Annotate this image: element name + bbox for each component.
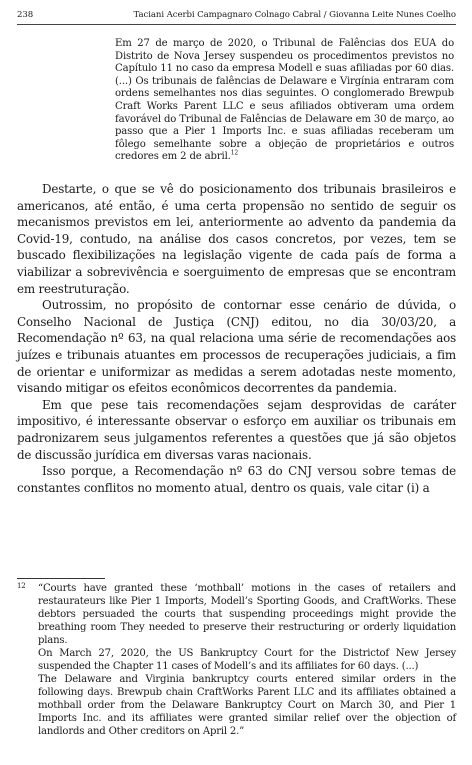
page-header	[17, 10, 456, 24]
block-quote-text	[115, 38, 454, 164]
block-quote-body: Em 27 de março de 2020, o Tribunal de Falências dos EUA do Distrito de Nova Jersey suspendeu os procedimentos previstos no Capítulo 11 no caso da empresa Modell e suas afiliadas por 60 dias. (...) Os tribunais de falências de Delaware e Virgínia entraram com ordens semelhantes nos dias seguintes. O conglomerado Brewpub Craft Works Parent LLC e seus afiliados obtiveram uma ordem favorável do Tribunal de Falências de Delaware em 30 de março, ao passo que a Pier 1 Imports Inc. e suas afiliadas receberam um fôlego semelhante sobre a objeção de proprietários e outros credores em 2 de abril.	[115, 38, 454, 163]
footnote-reference: 12	[230, 149, 239, 157]
paragraph: Em que pese tais recomendações sejam desprovidas de caráter impositivo, é interessante observar o esforço em auxiliar os tribunais em padronizarem seus julgamentos referentes a questões que já são objetos de discussão jurídica em diversas varas nacionais.	[17, 397, 456, 462]
page-number: 238	[17, 10, 34, 20]
footnote-body	[38, 582, 456, 738]
footnote-line: On March 27, 2020, the US Bankruptcy Court for the Districtof New Jersey suspended the Chapter 11 cases of Modell’s and its affiliates for 60 days. (...)	[38, 648, 456, 672]
footnote-rule	[17, 578, 105, 579]
paragraph: Destarte, o que se vê do posicionamento dos tribunais brasileiros e americanos, até então, é uma certa propensão no sentido de seguir os mecanismos previstos em lei, anteriormente ao advento da pandemia da Covid-19, contudo, na análise dos casos concretos, por vezes, tem se buscado flexibilizações na legislação vigente de cada país de forma a viabilizar a sobrevivência e soerguimento de empresas que se encontram em reestruturação.	[17, 182, 456, 296]
running-title: Taciani Acerbi Campagnaro Colnago Cabral / Giovanna Leite Nunes Coelho	[133, 10, 456, 20]
paragraph: Outrossim, no propósito de contornar esse cenário de dúvida, o Conselho Nacional de Justiça (CNJ) editou, no dia 30/03/20, a Recomendação nº 63, na qual relaciona uma série de recomendações aos juízes e tribunais atuantes em processos de recuperações judiciais, a fim de orientar e uniformizar as medidas a serem adotadas neste momento, visando mitigar os efeitos econômicos decorrentes da pandemia.	[17, 298, 456, 396]
footnote-number: 12	[17, 582, 26, 590]
footnote	[17, 582, 456, 738]
footnote-line: The Delaware and Virginia bankruptcy courts entered similar orders in the following days. Brewpub chain CraftWorks Parent LLC and its affiliates obtained a mothball order from the Delaware Bankruptcy Court on March 30, and Pier 1 Imports Inc. and its affiliates were granted similar relief over the objection of landlords and Other creditors on April 2.”	[38, 674, 456, 737]
header-rule	[17, 24, 456, 25]
main-text	[17, 181, 456, 496]
footnote-line: “Courts have granted these ‘mothball’ motions in the cases of retailers and restaurateurs like Pier 1 Imports, Modell’s Sporting Goods, and CraftWorks. These debtors persuaded the courts that suspending proceedings might provide the breathing room They needed to preserve their restructuring or orderly liquidation plans.	[38, 583, 456, 646]
paragraph: Isso porque, a Recomendação nº 63 do CNJ versou sobre temas de constantes conflitos no momento atual, dentro os quais, vale citar (i) a	[17, 464, 456, 495]
block-quote	[115, 38, 454, 164]
